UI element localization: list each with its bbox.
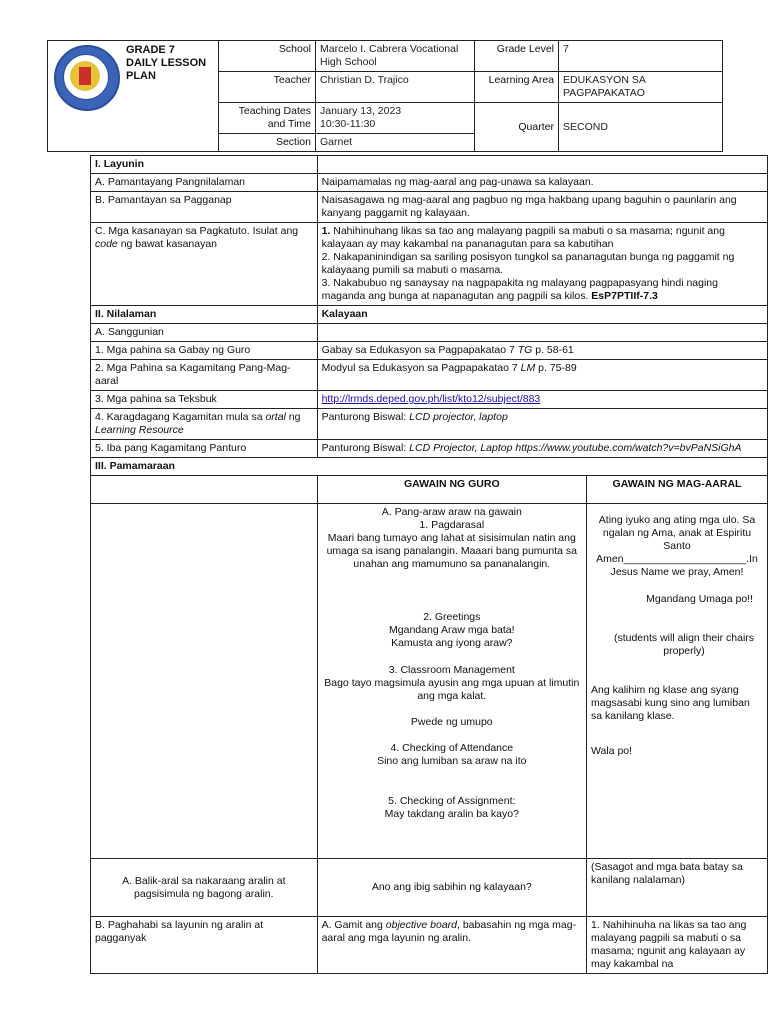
iba-pang-kagamitan-value: Panturong Biswal: LCD Projector, Laptop https://www.youtube.com/watch?v=bvPaNSiGhA [317,440,767,458]
paghahabi-mag-aaral: 1. Nahihinuha na likas sa tao ang malayang pagpili sa mabuti o sa masama; ngunit ang kalayaan ay may kakambal na [587,917,768,974]
kasanayan-label: C. Mga kasanayan sa Pagkatuto. Isulat ang code ng bawat kasanayan [91,223,318,306]
teaching-dates-value [316,103,475,134]
school-value: Marcelo I. Cabrera Vocational High School [316,41,475,72]
gawain-mag-aaral-routine [587,504,768,859]
kagamitang-mag-aaral-value: Modyul sa Edukasyon sa Pagpapakatao 7 LM p. 75-89 [317,360,767,391]
sanggunian-label: A. Sanggunian [91,324,318,342]
gawain-guro-header: GAWAIN NG GURO [317,476,586,504]
routine-item-1-text: Maari bang tumayo ang lahat at sisisimulan natin ang umaga sa isang panalangin. Maaari bang pumunta sa unahan ang mamumuno sa pananalangin. [326,532,577,570]
grade-label: Grade Level [475,41,559,72]
paghahabi-label: B. Paghahabi sa layunin ng aralin at pagganyak [91,917,318,974]
student-absent: Ang kalihim ng klase ang syang magsasabi kung sino ang lumiban sa kanilang klase. [591,684,750,722]
routine-item-2: 2. Greetings [423,611,481,623]
school-label: School [219,41,316,72]
routine-item-1: 1. Pagdarasal [419,519,485,531]
student-greeting: Mgandang Umaga po!! [646,593,753,605]
student-prayer: Ating iyuko ang ating mga ulo. Sa ngalan ng Ama, anak at Espiritu Santo [598,514,756,552]
deped-seal-logo [54,45,120,111]
gabay-guro-value: Gabay sa Edukasyon sa Pagpapakatao 7 TG p. 58-61 [317,342,767,360]
balik-aral-mag-aaral: (Sasagot and mga bata batay sa kanilang nalalaman) [587,859,768,917]
routine-item-3-text: Bago tayo magsimula ayusin ang mga upuan at limutin ang mga kalat. [324,677,580,702]
pamantayan-pagganap-label: B. Pamantayan sa Pagganap [91,192,318,223]
kasanayan-value [317,223,767,306]
iba-pang-kagamitan-label: 5. Iba pang Kagamitang Panturo [91,440,318,458]
pamantayang-pangnilalaman-label: A. Pamantayang Pangnilalaman [91,174,318,192]
teaching-date: January 13, 2023 [320,105,402,117]
pamantayang-pangnilalaman-value: Naipamamalas ng mag-aaral ang pag-unawa sa kalayaan. [317,174,767,192]
teaching-dates-label: Teaching Dates and Time [219,103,316,134]
routine-item-4: 4. Checking of Attendance [390,742,514,754]
teksbuk-label: 3. Mga pahina sa Teksbuk [91,391,318,409]
student-amen: Amen_____________________.In Jesus Name we pray, Amen! [596,553,758,578]
routine-item-4-text: Sino ang lumiban sa araw na ito [377,755,527,767]
teaching-time: 10:30-11:30 [320,118,376,130]
kasanayan-item-2: 2. Nakapaninindigan sa sariling posisyon tungkol sa pananagutan bunga ng paggamit ng kalayaang pumili sa mabuti o masama. [321,251,735,276]
section-value: Garnet [316,134,475,152]
gawain-mag-aaral-header: GAWAIN NG MAG-AARAL [587,476,768,504]
quarter-label: Quarter [475,103,559,152]
gawain-guro-routine [317,504,586,859]
nilalaman-heading: II. Nilalaman [91,306,318,324]
header-title-cell [48,41,219,152]
teacher-label: Teacher [219,72,316,103]
pamantayan-pagganap-value: Naisasagawa ng mag-aaral ang pagbuo ng mga hakbang upang baguhin o paunlarin ang kanyang paggamit ng kalayaan. [317,192,767,223]
karagdagang-kagamitan-value: Panturong Biswal: LCD projector, laptop [317,409,767,440]
kasanayan-item-1: 1. Nahihinuhang likas sa tao ang malayang pagpili sa mabuti o sa masama; ngunit ang kalayaan ay may kakambal na pananagutan para sa kabutihan [321,225,725,250]
student-align: (students will align their chairs properly) [613,632,755,657]
teksbuk-link[interactable]: http://lrmds.deped.gov.ph/list/kto12/subject/883 [317,391,767,409]
routine-heading: A. Pang-araw araw na gawain [381,506,522,518]
student-wala: Wala po! [591,745,633,757]
karagdagang-kagamitan-label: 4. Karagdagang Kagamitan mula sa ortal ng Learning Resource [91,409,318,440]
nilalaman-value: Kalayaan [317,306,767,324]
balik-aral-guro: Ano ang ibig sabihin ng kalayaan? [317,859,586,917]
title-line-3: PLAN [126,70,156,82]
paghahabi-guro: A. Gamit ang objective board, babasahin ng mga mag-aaral ang mga layunin ng aralin. [317,917,586,974]
header-table [47,40,723,152]
routine-item-3-text-2: Pwede ng umupo [410,716,493,728]
kasanayan-item-3: 3. Nakabubuo ng sanaysay na nagpapakita ng malayang pagpapasyang hindi naging maganda ang bunga at napanagutan ang pagpili sa kilos. EsP7PTIIf-7.3 [321,277,718,302]
section-label: Section [219,134,316,152]
pamamaraan-heading: III. Pamamaraan [91,458,768,476]
learning-area-value: EDUKASYON SA PAGPAPAKATAO [559,72,723,103]
quarter-value: SECOND [559,103,723,152]
routine-item-2-text-1: Mgandang Araw mga bata! [389,624,515,636]
teacher-value: Christian D. Trajico [316,72,475,103]
title-line-1: GRADE 7 [126,44,175,56]
grade-value: 7 [559,41,723,72]
learning-area-label: Learning Area [475,72,559,103]
gabay-guro-label: 1. Mga pahina sa Gabay ng Guro [91,342,318,360]
routine-item-2-text-2: Kamusta ang iyong araw? [391,637,513,649]
routine-item-5: 5. Checking of Assignment: [388,795,516,807]
routine-item-5-text: May takdang aralin ba kayo? [384,808,519,820]
routine-item-3: 3. Classroom Management [388,664,515,676]
title-line-2: DAILY LESSON [126,57,207,69]
balik-aral-label: A. Balik-aral sa nakaraang aralin at pagsisimula ng bagong aralin. [91,859,318,917]
lesson-table [90,155,768,974]
layunin-heading: I. Layunin [91,156,318,174]
kagamitang-mag-aaral-label: 2. Mga Pahina sa Kagamitang Pang-Mag-aaral [91,360,318,391]
